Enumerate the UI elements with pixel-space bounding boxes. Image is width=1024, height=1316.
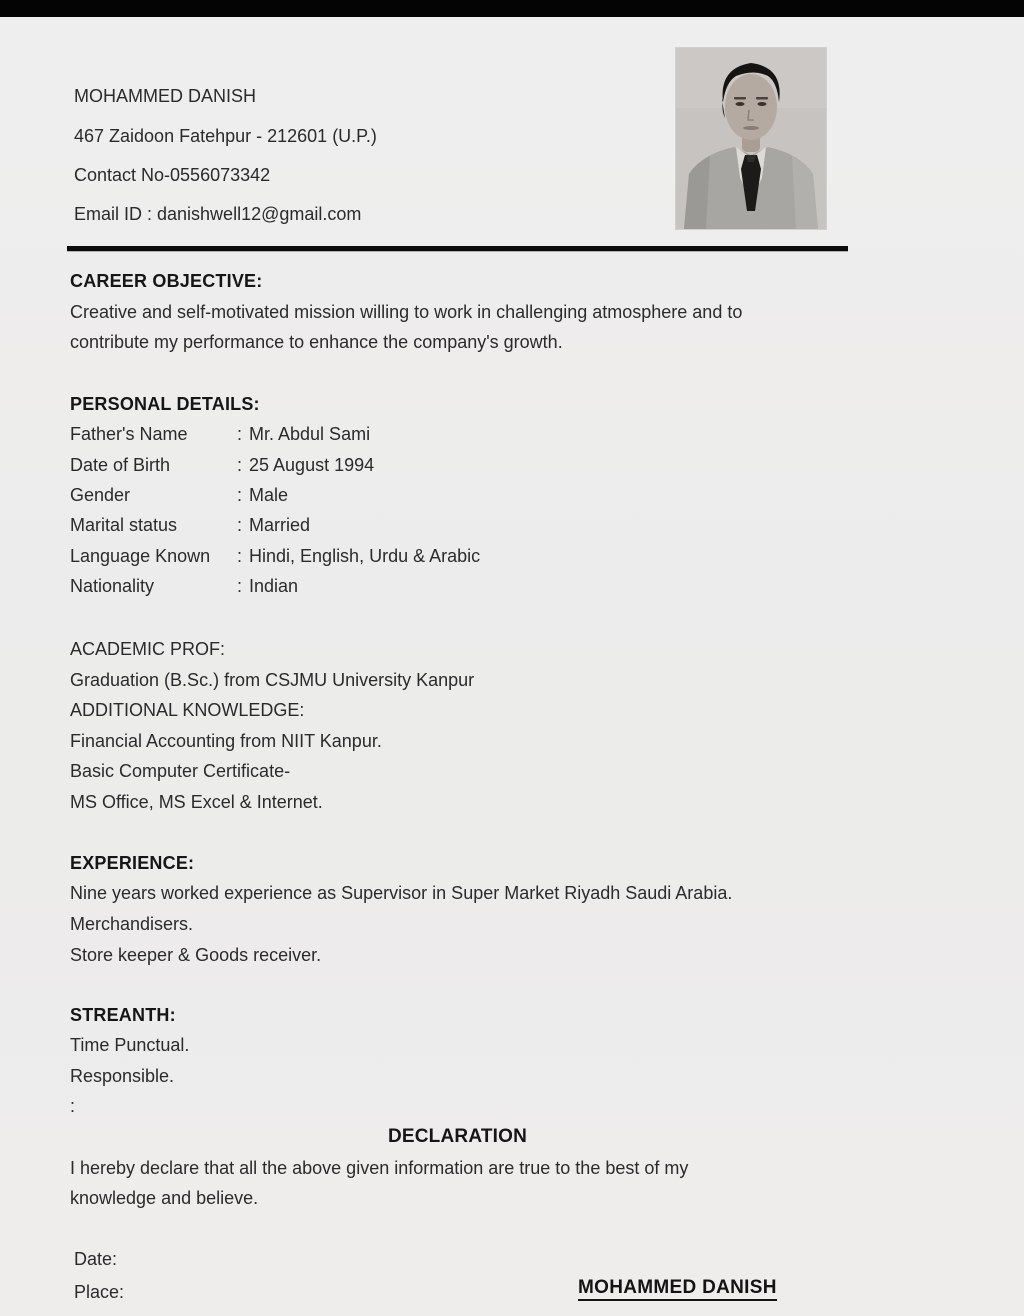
experience-line: Store keeper & Goods receiver. — [70, 945, 322, 965]
portrait-photo — [676, 48, 826, 229]
strength-heading: STREANTH: — [70, 1005, 176, 1025]
detail-colon: : — [237, 515, 243, 535]
strength-line: Time Punctual. — [70, 1035, 190, 1055]
detail-label: Gender — [70, 485, 131, 505]
detail-colon: : — [237, 546, 243, 566]
career-objective-heading: CAREER OBJECTIVE: — [70, 271, 263, 291]
signature-text: MOHAMMED DANISH — [578, 1277, 777, 1301]
academic-line: Basic Computer Certificate- — [70, 761, 291, 781]
declaration-line: knowledge and believe. — [70, 1188, 259, 1208]
detail-colon: : — [237, 576, 243, 596]
detail-colon: : — [237, 485, 243, 505]
detail-value: Married — [249, 515, 311, 535]
academic-line: Graduation (B.Sc.) from CSJMU University Kanpur — [70, 670, 475, 690]
declaration-heading: DECLARATION — [387, 1126, 528, 1147]
candidate-address: 467 Zaidoon Fatehpur - 212601 (U.P.) — [74, 126, 377, 146]
experience-line: Merchandisers. — [70, 914, 194, 934]
detail-value: Mr. Abdul Sami — [249, 424, 371, 444]
detail-value: Indian — [249, 576, 299, 596]
career-objective-line: Creative and self-motivated mission willing to work in challenging atmosphere and to — [70, 302, 743, 322]
career-objective-line: contribute my performance to enhance the company's growth. — [70, 332, 563, 352]
detail-value: Male — [249, 485, 289, 505]
candidate-name: MOHAMMED DANISH — [74, 86, 257, 106]
personal-detail-row — [70, 454, 374, 476]
strength-line: : — [70, 1096, 76, 1116]
detail-label: Father's Name — [70, 424, 188, 444]
academic-prof-heading: ACADEMIC PROF: — [70, 639, 226, 659]
academic-line: Financial Accounting from NIIT Kanpur. — [70, 731, 382, 751]
place-label: Place: — [74, 1282, 125, 1302]
additional-knowledge-heading: ADDITIONAL KNOWLEDGE: — [70, 700, 305, 720]
date-label: Date: — [74, 1249, 118, 1269]
scan-edge-bar — [0, 0, 1024, 17]
candidate-contact: Contact No-0556073342 — [74, 165, 271, 185]
header-divider-rule — [67, 246, 848, 251]
academic-line: MS Office, MS Excel & Internet. — [70, 792, 323, 812]
personal-detail-row — [70, 484, 288, 506]
detail-label: Language Known — [70, 546, 211, 566]
detail-label: Date of Birth — [70, 455, 171, 475]
personal-detail-row — [70, 423, 370, 445]
experience-line: Nine years worked experience as Supervisor in Super Market Riyadh Saudi Arabia. — [70, 883, 733, 903]
strength-line: Responsible. — [70, 1066, 175, 1086]
detail-value: Hindi, English, Urdu & Arabic — [249, 546, 481, 566]
detail-label: Nationality — [70, 576, 155, 596]
detail-label: Marital status — [70, 515, 178, 535]
portrait-photo-svg — [676, 48, 826, 229]
detail-colon: : — [237, 455, 243, 475]
experience-heading: EXPERIENCE: — [70, 853, 195, 873]
signature-name — [578, 1277, 777, 1299]
personal-detail-row — [70, 545, 480, 567]
detail-colon: : — [237, 424, 243, 444]
personal-details-heading: PERSONAL DETAILS: — [70, 394, 260, 414]
detail-value: 25 August 1994 — [249, 455, 375, 475]
personal-detail-row — [70, 514, 310, 536]
personal-detail-row — [70, 575, 298, 597]
candidate-email: Email ID : danishwell12@gmail.com — [74, 204, 362, 224]
declaration-line: I hereby declare that all the above given information are true to the best of my — [70, 1158, 689, 1178]
